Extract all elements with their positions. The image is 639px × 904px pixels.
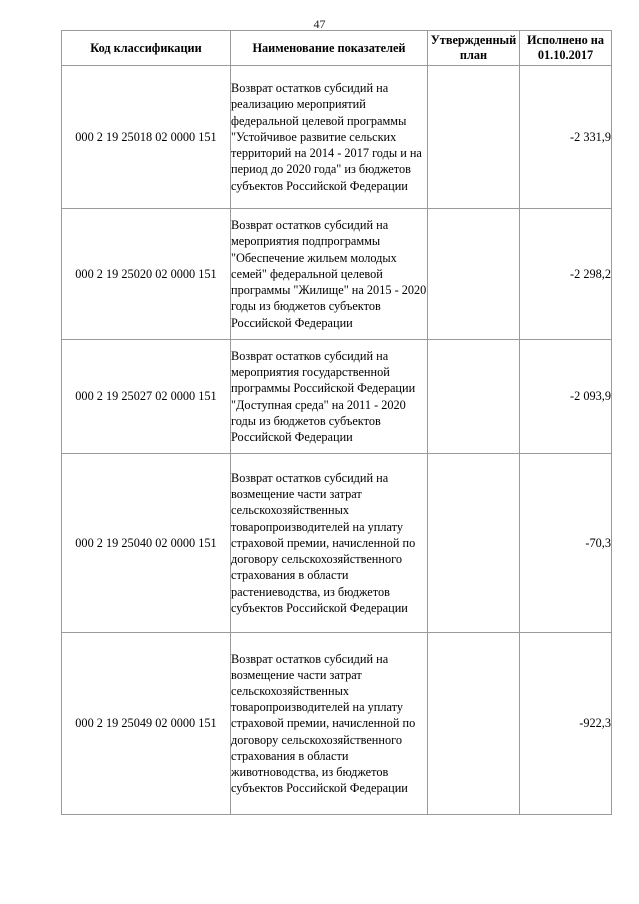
header-done-line2: 01.10.2017: [537, 48, 594, 62]
row-code: 000 2 19 25020 02 0000 151: [62, 209, 231, 340]
row-code: 000 2 19 25018 02 0000 151: [62, 66, 231, 209]
table-header: [62, 31, 612, 66]
row-done: -2 093,9: [520, 340, 612, 454]
table-row: [62, 454, 612, 633]
header-done-line1: Исполнено на: [526, 33, 605, 47]
row-done: -2 298,2: [520, 209, 612, 340]
header-plan-line1: Утвержденный: [430, 33, 517, 47]
row-plan: [428, 209, 520, 340]
row-code: 000 2 19 25049 02 0000 151: [62, 633, 231, 815]
row-plan: [428, 340, 520, 454]
row-code: 000 2 19 25027 02 0000 151: [62, 340, 231, 454]
row-done: -2 331,9: [520, 66, 612, 209]
table-row: [62, 66, 612, 209]
header-name: Наименование показателей: [231, 31, 428, 66]
table-row: [62, 633, 612, 815]
page-number: 47: [313, 17, 326, 31]
row-plan: [428, 633, 520, 815]
table-body: [62, 66, 612, 815]
row-plan: [428, 454, 520, 633]
row-name: Возврат остатков субсидий на реализацию мероприятий федеральной целевой программы "Устойчивое развитие сельских территорий на 2014 - 2017 годы и на период до 2020 года" из бюджетов субъектов Российской Федерации: [231, 66, 428, 209]
header-row: [62, 31, 612, 66]
table-row: [62, 209, 612, 340]
row-plan: [428, 66, 520, 209]
row-code: 000 2 19 25040 02 0000 151: [62, 454, 231, 633]
row-done: -70,3: [520, 454, 612, 633]
header-code: Код классификации: [62, 31, 231, 66]
row-done: -922,3: [520, 633, 612, 815]
header-plan: [428, 31, 520, 66]
header-done: [520, 31, 612, 66]
header-plan-line2: план: [459, 48, 488, 62]
row-name: Возврат остатков субсидий на мероприятия подпрограммы "Обеспечение жильем молодых семей" федеральной целевой программы "Жилище" на 2015 - 2020 годы из бюджетов субъектов Российской Федерации: [231, 209, 428, 340]
row-name: Возврат остатков субсидий на мероприятия государственной программы Российской Федерации "Доступная среда" на 2011 - 2020 годы из бюджетов субъектов Российской Федерации: [231, 340, 428, 454]
table-row: [62, 340, 612, 454]
row-name: Возврат остатков субсидий на возмещение части затрат сельскохозяйственных товаропроизводителей на уплату страховой премии, начисленной по договору сельскохозяйственного страхования в области растениеводства, из бюджетов субъектов Российской Федерации: [231, 454, 428, 633]
budget-table: [61, 30, 612, 815]
row-name: Возврат остатков субсидий на возмещение части затрат сельскохозяйственных товаропроизводителей на уплату страховой премии, начисленной по договору сельскохозяйственного страхования в области животноводства, из бюджетов субъектов Российской Федерации: [231, 633, 428, 815]
